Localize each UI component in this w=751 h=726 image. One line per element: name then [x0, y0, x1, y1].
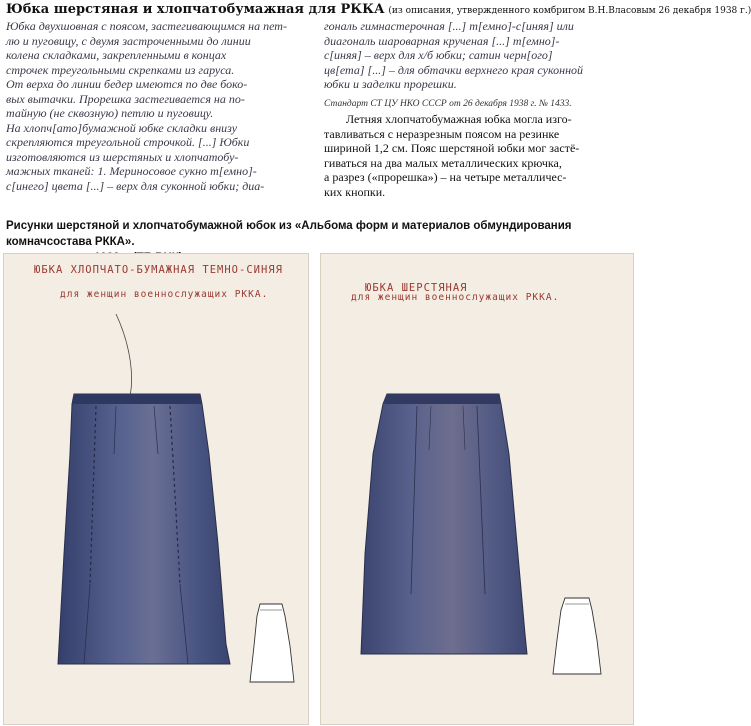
- caption-line-1: Рисунки шерстяной и хлопчатобумажной юбок из «Альбома форм и материалов обмундирования комначсостава РККА».: [6, 220, 572, 248]
- source-citation: Стандарт СТ ЦУ НКО СССР от 26 декабря 1938 г. № 1433.: [324, 99, 572, 109]
- text-line: скрепляются треугольной строчкой. [...] Юбки: [6, 135, 250, 149]
- right-italic-column: [324, 19, 634, 92]
- text-line: изготовляются из шерстяных и хлопчатобу-: [6, 149, 239, 164]
- text-line: вых вытачки. Прорешка застегивается на по-: [6, 91, 245, 106]
- text-line: Летняя хлопчатобумажная юбка могла изго-: [346, 112, 572, 126]
- text-line: тайную (не сквозную) петлю и пуговицу.: [6, 106, 214, 120]
- text-line: От верха до линии бедер имеются по две боко-: [6, 77, 248, 91]
- text-line: с[иняя] – верх для х/б юбки; сатин черн[ого]: [324, 48, 553, 62]
- wool-skirt-sheet: [320, 253, 634, 725]
- text-line: колена складками, закрепленными в концах: [6, 48, 227, 62]
- text-line: юбки и заделки прорешки.: [324, 77, 457, 91]
- wool-skirt-drawing: [321, 254, 633, 724]
- right-text-column: [324, 112, 634, 200]
- article-title: Юбка шерстяная и хлопчатобумажная для РККА: [6, 2, 385, 17]
- text-line: гиваться на два малых металлических крючка,: [324, 155, 562, 170]
- sheet-subtitle: для женщин военнослужащих РККА.: [351, 292, 560, 303]
- text-line: диагональ шароварная крученая [...] т[емно]-: [324, 33, 560, 48]
- sheet-subtitle: для женщин военнослужащих РККА.: [60, 289, 269, 300]
- article-subtitle: (из описания, утвержденного комбригом В.Н.Власовым 26 декабря 1938 г.): [388, 6, 751, 16]
- cotton-skirt-drawing: [4, 254, 308, 724]
- text-line: цв[ета] [...] – для обтачки верхнего края суконной: [324, 62, 584, 77]
- text-line: строчек треугольными скрепками из гаруса.: [6, 62, 235, 77]
- text-line: На хлопч[ато]бумажной юбке складки внизу: [6, 120, 238, 135]
- left-text-column: [6, 19, 306, 193]
- text-line: ких кнопки.: [324, 184, 386, 199]
- sheet-title: ЮБКА ХЛОПЧАТО-БУМАЖНАЯ ТЕМНО-СИНЯЯ: [34, 264, 283, 276]
- text-line: мажных тканей: 1. Мериносовое сукно т[емно]-: [6, 164, 257, 178]
- text-line: Юбка двухшовная с поясом, застегивающимся на пет-: [6, 19, 287, 33]
- text-line: шириной 1,2 см. Пояс шерстяной юбки мог застё-: [324, 141, 580, 156]
- cotton-skirt-sheet: [3, 253, 309, 725]
- sheet-title: ЮБКА ШЕРСТЯНАЯ: [365, 282, 468, 294]
- text-line: гональ гимнастерочная [...] т[емно]-с[иняя] или: [324, 19, 574, 33]
- text-line: а разрез («прорешка») – на четырe металличес-: [324, 170, 567, 185]
- article-heading: [6, 2, 751, 19]
- text-line: с[инего] цвета [...] – верх для суконной юбки; диа-: [6, 178, 265, 193]
- text-line: лю и пуговицу, с двумя застроченными до линии: [6, 33, 251, 48]
- text-line: тавливаться с неразрезным поясом на резинке: [324, 126, 560, 141]
